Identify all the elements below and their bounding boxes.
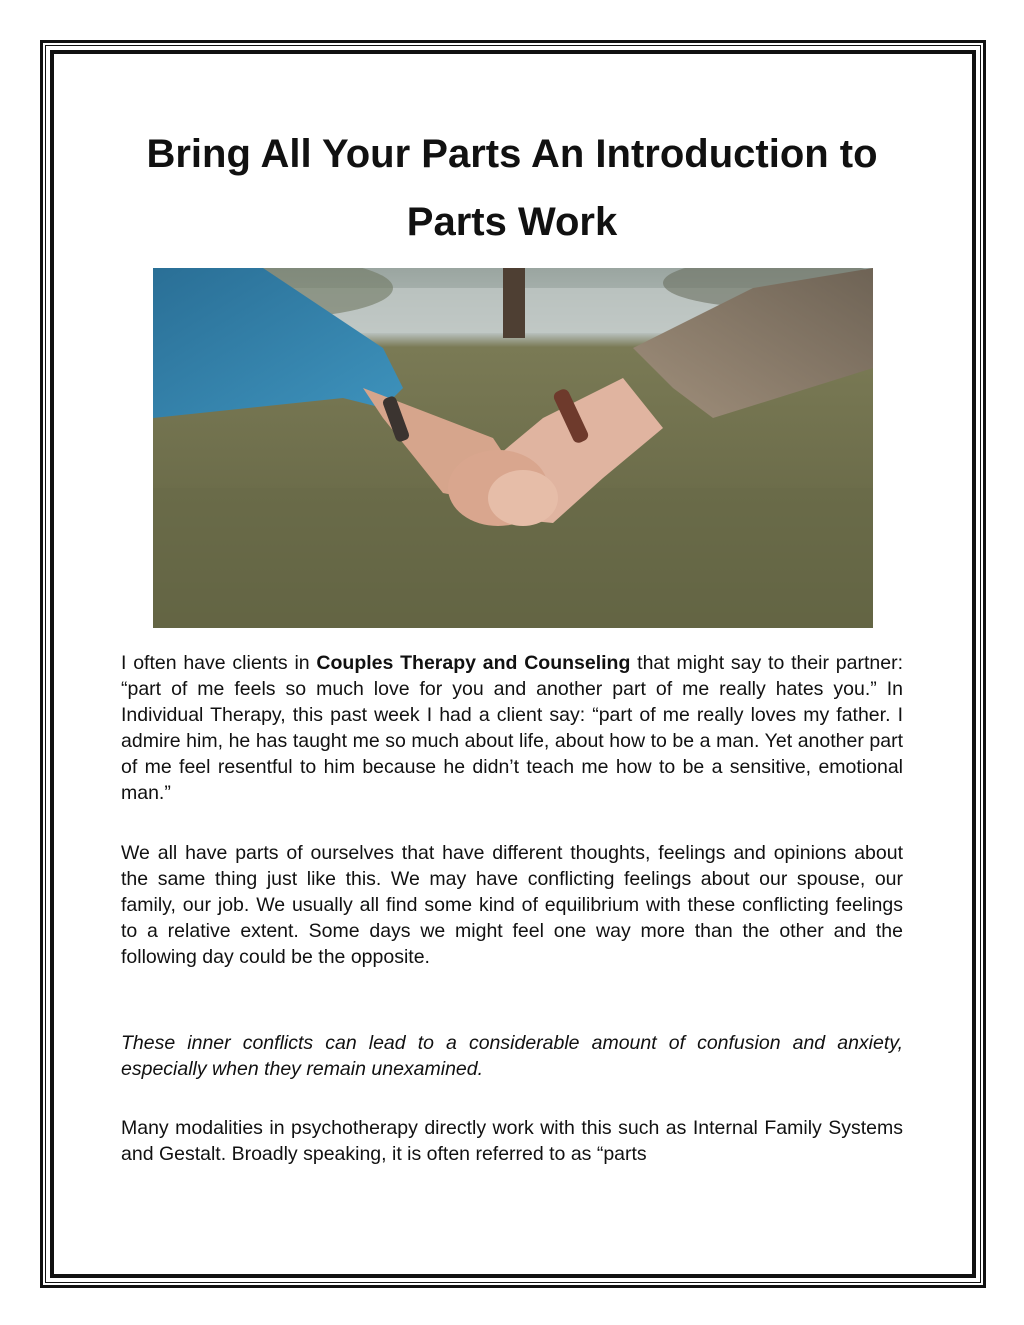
hands-holding-photo <box>153 268 873 628</box>
paragraph-inner-conflicts: These inner conflicts can lead to a considerable amount of confusion and anxiety, especially when they remain unexamined. <box>121 1032 903 1080</box>
paragraph-parts-of-ourselves: We all have parts of ourselves that have different thoughts, feelings and opinions about the same thing just like this. We may have conflicting feelings about our spouse, our family, our job. We usually all find some kind of equilibrium with these conflicting feelings to a relative extent. Some days we might feel one way more than the other and the following day could be the opposite. <box>121 842 903 968</box>
paragraph-couples-therapy <box>121 650 903 806</box>
document-title: Bring All Your Parts An Introduction to Parts Work <box>146 132 878 244</box>
couples-therapy-link[interactable]: Couples Therapy and Counseling <box>316 652 631 674</box>
paragraph-modalities: Many modalities in psychotherapy directly work with this such as Internal Family Systems and Gestalt. Broadly speaking, it is often referred to as “parts <box>121 1117 903 1165</box>
paragraph-1-intro: I often have clients in <box>121 652 317 674</box>
paragraph-1-rest: that might say to their partner: “part of me feels so much love for you and another part of me really hates you.” In Individual Therapy, this past week I had a client say: “part of me really loves my father. I admire him, he has taught me so much about life, about how to be a man. Yet another part of me feel resentful to him because he didn’t teach me how to be a sensitive, emotional man.” <box>121 652 903 804</box>
